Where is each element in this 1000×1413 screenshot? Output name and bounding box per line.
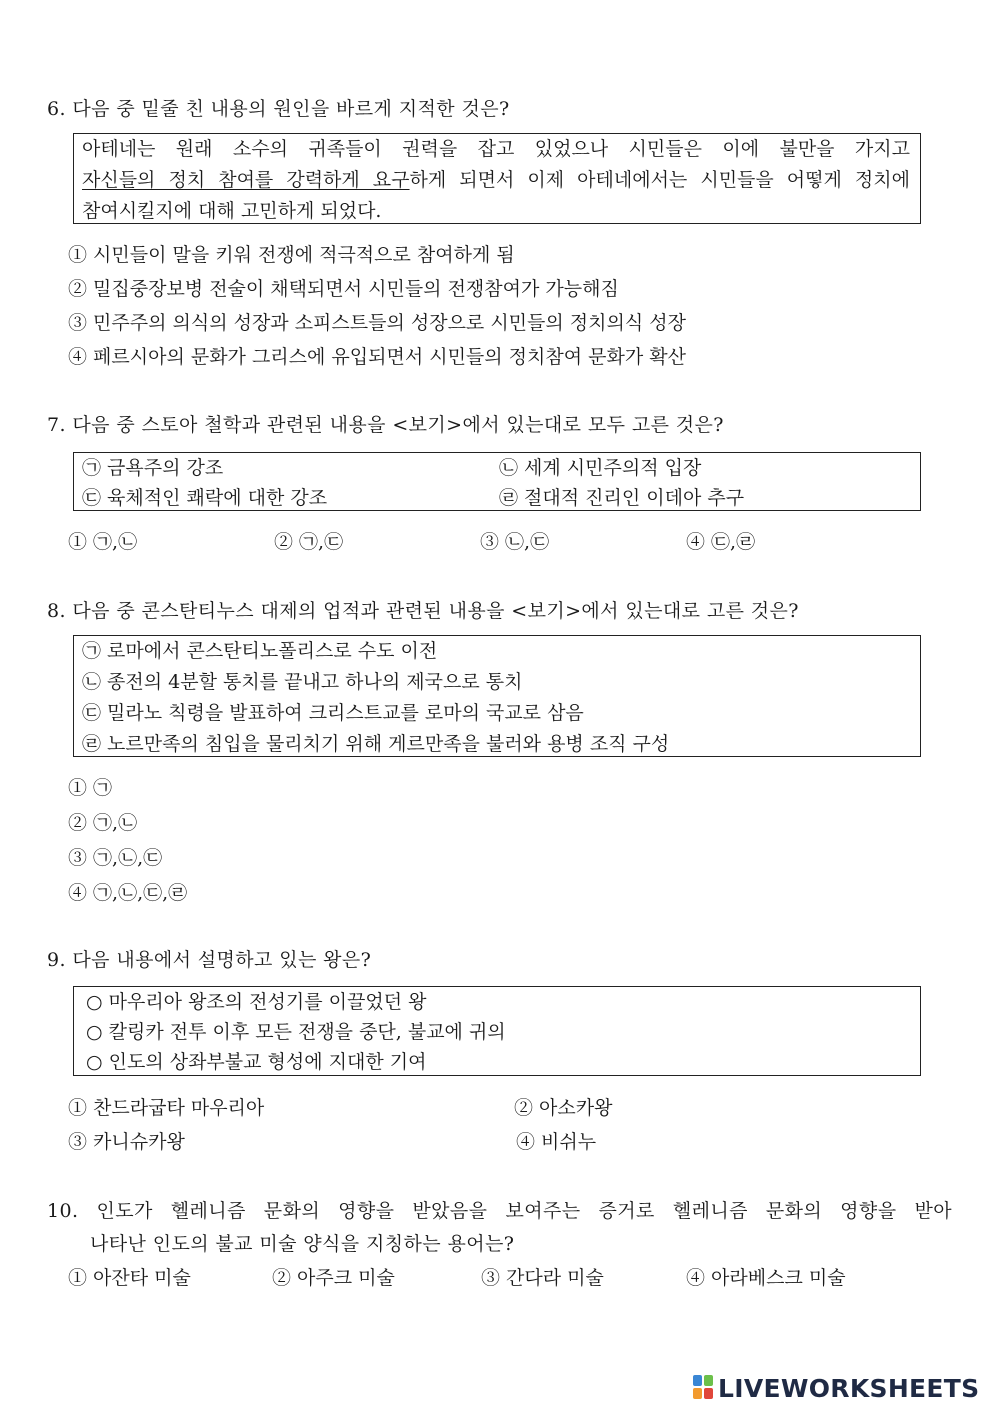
- question-9-description-box: [73, 986, 921, 1076]
- question-8-option-1[interactable]: ① ㉠: [68, 777, 113, 799]
- choice-item: ㉢ 밀라노 칙령을 발표하여 크리스트교를 로마의 국교로 삼음: [82, 702, 584, 724]
- choice-item: ㉡ 세계 시민주의적 입장: [499, 457, 702, 479]
- question-9-option-1[interactable]: ① 찬드라굽타 마우리아: [68, 1097, 265, 1119]
- description-item: ○ 칼링카 전투 이후 모든 전쟁을 중단, 불교에 귀의: [86, 1021, 506, 1043]
- passage-line: 아테네는 원래 소수의 귀족들이 권력을 잡고 있었으나 시민들은 이에 불만을 가지고: [82, 138, 910, 160]
- question-9-option-3[interactable]: ③ 카니슈카왕: [68, 1131, 185, 1153]
- question-9-title: 9. 다음 내용에서 설명하고 있는 왕은?: [47, 949, 372, 971]
- question-6-option-4[interactable]: ④ 페르시아의 문화가 그리스에 유입되면서 시민들의 정치참여 문화가 확산: [68, 346, 686, 368]
- question-10-option-4[interactable]: ④ 아라베스크 미술: [686, 1267, 846, 1289]
- question-8-title: 8. 다음 중 콘스탄티누스 대제의 업적과 관련된 내용을 <보기>에서 있는대로 고른 것은?: [47, 600, 799, 622]
- question-7-title: 7. 다음 중 스토아 철학과 관련된 내용을 <보기>에서 있는대로 모두 고른 것은?: [47, 414, 724, 436]
- choice-item: ㉡ 종전의 4분할 통치를 끝내고 하나의 제국으로 통치: [82, 671, 523, 693]
- question-7-option-1[interactable]: ① ㉠,㉡: [68, 531, 138, 553]
- liveworksheets-logo-mark: [693, 1375, 715, 1401]
- question-10-option-2[interactable]: ② 아주크 미술: [272, 1267, 395, 1289]
- question-10-title-line-2: 나타난 인도의 불교 미술 양식을 지칭하는 용어는?: [90, 1233, 515, 1255]
- question-7-option-4[interactable]: ④ ㉢,㉣: [686, 531, 756, 553]
- question-8-option-4[interactable]: ④ ㉠,㉡,㉢,㉣: [68, 882, 188, 904]
- question-9-option-2[interactable]: ② 아소카왕: [514, 1097, 613, 1119]
- question-8-option-2[interactable]: ② ㉠,㉡: [68, 812, 138, 834]
- choice-item: ㉠ 금욕주의 강조: [82, 457, 224, 479]
- question-10-option-1[interactable]: ① 아잔타 미술: [68, 1267, 191, 1289]
- passage-line: 참여시킬지에 대해 고민하게 되었다.: [82, 200, 382, 222]
- liveworksheets-logo[interactable]: [693, 1373, 979, 1403]
- question-6-option-3[interactable]: ③ 민주주의 의식의 성장과 소피스트들의 성장으로 시민들의 정치의식 성장: [68, 312, 686, 334]
- logo-tile-red: [704, 1388, 713, 1399]
- passage-line: [82, 165, 910, 192]
- question-7-option-3[interactable]: ③ ㉡,㉢: [480, 531, 550, 553]
- question-7-choice-box: [73, 452, 921, 511]
- logo-tile-green: [704, 1375, 713, 1386]
- logo-tile-orange: [693, 1388, 702, 1399]
- choice-item: ㉣ 노르만족의 침입을 물리치기 위해 게르만족을 불러와 용병 조직 구성: [82, 733, 670, 755]
- question-10-title-line-1: 10. 인도가 헬레니즘 문화의 영향을 받았음을 보여주는 증거로 헬레니즘 문화의 영향을 받아: [47, 1200, 952, 1222]
- question-10-option-3[interactable]: ③ 간다라 미술: [481, 1267, 604, 1289]
- question-7-option-2[interactable]: ② ㉠,㉢: [274, 531, 344, 553]
- description-item: ○ 마우리아 왕조의 전성기를 이끌었던 왕: [86, 991, 427, 1013]
- question-6-passage-box: [73, 133, 921, 224]
- choice-item: ㉠ 로마에서 콘스탄티노폴리스로 수도 이전: [82, 640, 438, 662]
- logo-tile-blue: [693, 1375, 702, 1386]
- question-6-option-1[interactable]: ① 시민들이 말을 키워 전쟁에 적극적으로 참여하게 됨: [68, 244, 515, 266]
- passage-text: 하게 되면서 이제 아테네에서는 시민들을 어떻게 정치에: [409, 169, 910, 191]
- question-9-option-4[interactable]: ④ 비쉬누: [516, 1131, 597, 1153]
- question-8-option-3[interactable]: ③ ㉠,㉡,㉢: [68, 847, 163, 869]
- choice-item: ㉢ 육체적인 쾌락에 대한 강조: [82, 487, 328, 509]
- underlined-phrase: 자신들의 정치 참여를 강력하게 요구: [82, 169, 410, 191]
- liveworksheets-logo-text: LIVEWORKSHEETS: [718, 1373, 980, 1403]
- description-item: ○ 인도의 상좌부불교 형성에 지대한 기여: [86, 1051, 427, 1073]
- question-8-choice-box: [73, 635, 921, 757]
- question-6-option-2[interactable]: ② 밀집중장보병 전술이 채택되면서 시민들의 전쟁참여가 가능해짐: [68, 278, 619, 300]
- choice-item: ㉣ 절대적 진리인 이데아 추구: [499, 487, 745, 509]
- question-6-title: 6. 다음 중 밑줄 친 내용의 원인을 바르게 지적한 것은?: [47, 98, 510, 120]
